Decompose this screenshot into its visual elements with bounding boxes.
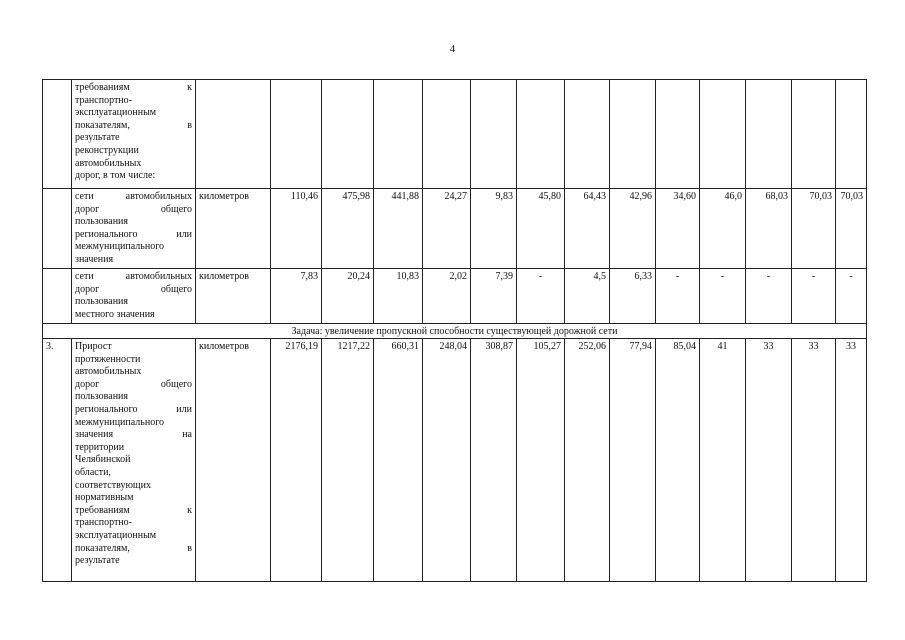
value-cell: 9,83 <box>471 189 517 269</box>
value-cell: 6,33 <box>610 269 656 324</box>
description-line: пользования <box>75 296 128 308</box>
value-cell: 45,80 <box>517 189 565 269</box>
page-number: 4 <box>449 43 456 55</box>
unit-cell <box>196 80 271 189</box>
unit-cell: километров <box>196 189 271 269</box>
description-line: местного значения <box>75 308 155 320</box>
description-line: регионального или <box>75 228 192 240</box>
description-line: протяженности <box>75 353 141 365</box>
value-cell: - <box>700 269 746 324</box>
row-number-cell <box>43 80 72 189</box>
description-line: требованиям к <box>75 82 192 93</box>
description-line: регионального или <box>75 403 192 415</box>
value-cell: 24,27 <box>423 189 471 269</box>
description-line: соответствующих <box>75 479 151 491</box>
value-cell: 2,02 <box>423 269 471 324</box>
description-line: межмуниципального <box>75 416 165 428</box>
value-cell: 68,03 <box>746 189 792 269</box>
value-cell: 4,5 <box>565 269 610 324</box>
value-cell: 41 <box>700 339 746 582</box>
description-line: Прирост <box>75 341 112 352</box>
value-cell: 77,94 <box>610 339 656 582</box>
value-cell: 2176,19 <box>271 339 322 582</box>
description-line: дорог общего <box>75 203 192 215</box>
description-line: области, <box>75 466 111 478</box>
value-cell: 64,43 <box>565 189 610 269</box>
description-line: дорог, в том числе: <box>75 170 156 182</box>
description-line: межмуниципального <box>75 241 165 253</box>
description-line: сети автомобильных <box>75 191 192 202</box>
description-line: территории <box>75 441 125 453</box>
row-3 <box>43 339 867 582</box>
value-cell: 70,03 <box>792 189 836 269</box>
description-line: автомобильных <box>75 157 142 169</box>
subrow-regional <box>43 189 867 269</box>
value-cell: 252,06 <box>565 339 610 582</box>
value-cell: 33 <box>746 339 792 582</box>
value-cell: 20,24 <box>322 269 374 324</box>
row-number-cell <box>43 189 72 269</box>
value-cell: 10,83 <box>374 269 423 324</box>
value-cell: - <box>517 269 565 324</box>
description-line: результате <box>75 132 120 144</box>
description-line: требованиям к <box>75 504 192 516</box>
value-cell: 85,04 <box>656 339 700 582</box>
description-line: эксплуатационным <box>75 107 157 119</box>
value-cell: - <box>792 269 836 324</box>
value-cell: 308,87 <box>471 339 517 582</box>
row-number-cell <box>43 269 72 324</box>
value-cell: - <box>836 269 867 324</box>
unit-cell: километров <box>196 269 271 324</box>
description-line: Челябинской <box>75 454 131 466</box>
value-cell: 441,88 <box>374 189 423 269</box>
value-cell: 1217,22 <box>322 339 374 582</box>
description-line: автомобильных <box>75 366 142 378</box>
description-line: дорог общего <box>75 283 192 295</box>
description-line: значения <box>75 253 114 265</box>
value-cell: 105,27 <box>517 339 565 582</box>
row-number-cell: 3. <box>43 339 72 582</box>
description-line: реконструкции <box>75 144 139 156</box>
description-line: показателям, в <box>75 542 192 554</box>
value-cell: 46,0 <box>700 189 746 269</box>
description-cell <box>72 269 196 324</box>
description-line: пользования <box>75 391 128 403</box>
continued-row <box>43 80 867 189</box>
value-cell: - <box>746 269 792 324</box>
value-cell: 33 <box>836 339 867 582</box>
description-line: результате <box>75 555 120 567</box>
value-cell: 70,03 <box>836 189 867 269</box>
value-cell: - <box>656 269 700 324</box>
description-line: эксплуатационным <box>75 529 157 541</box>
value-cell: 7,39 <box>471 269 517 324</box>
indicators-table <box>42 79 867 582</box>
value-cell: 475,98 <box>322 189 374 269</box>
value-cell: 248,04 <box>423 339 471 582</box>
value-cell: 42,96 <box>610 189 656 269</box>
description-line: показателям, в <box>75 119 192 131</box>
description-cell <box>72 80 196 189</box>
subrow-local <box>43 269 867 324</box>
description-line: значения на <box>75 429 192 441</box>
value-cell: 110,46 <box>271 189 322 269</box>
description-line: транспортно- <box>75 517 132 529</box>
unit-cell: километров <box>196 339 271 582</box>
value-cell: 660,31 <box>374 339 423 582</box>
value-cell: 7,83 <box>271 269 322 324</box>
value-cell: 34,60 <box>656 189 700 269</box>
description-line: дорог общего <box>75 378 192 390</box>
description-line: транспортно- <box>75 94 132 106</box>
task-heading: Задача: увеличение пропускной способности существующей дорожной сети <box>43 324 867 339</box>
description-line: сети автомобильных <box>75 271 192 282</box>
value-cell: 33 <box>792 339 836 582</box>
description-line: пользования <box>75 216 128 228</box>
description-line: нормативным <box>75 492 134 504</box>
task-heading-row <box>43 324 867 339</box>
description-cell <box>72 339 196 582</box>
description-cell <box>72 189 196 269</box>
